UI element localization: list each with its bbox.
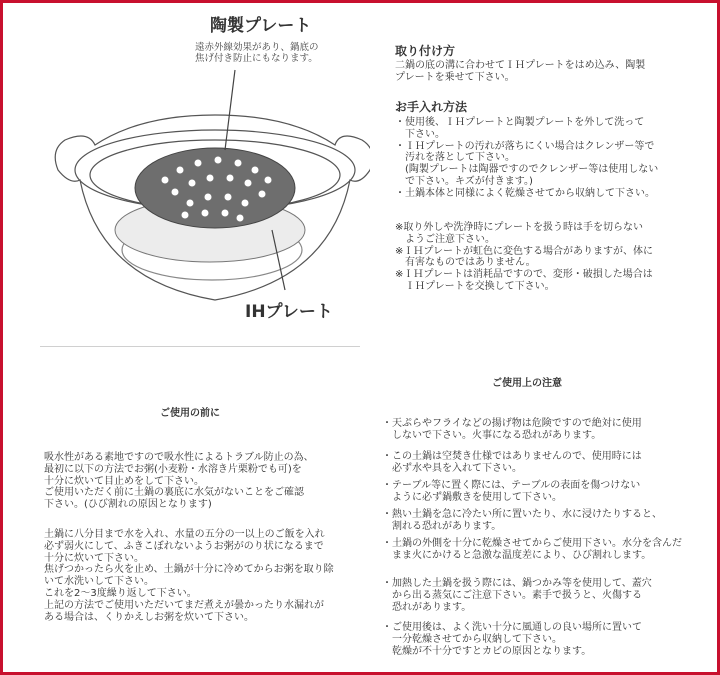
care-heading: お手入れ方法 <box>395 100 468 114</box>
caution-item: ・加熱した土鍋を扱う際には、鍋つかみ等を使用して、蓋穴 から出る蒸気にご注意下さい。素手で扱うと、火傷する 恐れがあります。 <box>382 578 652 613</box>
ih-plate-label: IHプレート <box>245 302 333 322</box>
ceramic-plate-label: 陶製プレート <box>210 16 312 36</box>
cautions-heading: ご使用上の注意 <box>492 378 562 389</box>
before-use-para-1: 吸水性がある素地ですので吸水性によるトラブル防止の為、 最初に以下の方法でお粥(小麦粉・水溶き片栗粉でも可)を 十分に炊いて目止めをして下さい。 ご使用いただく前に土鍋の裏底に水気がないことをご確認 下さい。(ひび割れの原因となります) <box>44 452 314 511</box>
caution-item: ・ご使用後は、よく洗い十分に風通しの良い場所に置いて 一分乾燥させてから収納して下さい。 乾燥が不十分ですとカビの原因となります。 <box>382 622 642 657</box>
caution-item: ・テーブル等に置く際には、テーブルの表面を傷つけない ように必ず鍋敷きを使用して下さい。 <box>382 480 641 503</box>
install-heading: 取り付け方 <box>395 44 456 58</box>
care-notes: ※取り外しや洗浄時にプレートを扱う時は手を切らない ようご注意下さい。 ※ＩＨプレートが虹色に変色する場合がありますが、体に 有害なものではありません。 ※ＩＨプレートは消耗品ですので、変形・破損した場合は ＩＨプレートを交換して下さい。 <box>395 222 653 292</box>
leader-line-ceramic <box>225 70 235 150</box>
before-use-para-2: 土鍋に八分目まで水を入れ、水量の五分の一以上のご飯を入れ 必ず弱火にして、ふきこぼれないようお粥がのり状になるまで 十分に炊いて下さい。 焦げつかったら火を止め、土鍋が十分に冷めてからお粥を取り除 いて水洗いして下さい。 これを2～3度繰り返して下さい。 上記の方法でご使用いただいてまだ煮えが曇かったり水漏れが ある場合は、くりかえしお粥を炊いて下さい。 <box>44 529 334 623</box>
caution-item: ・この土鍋は空焚き仕様ではありませんので、使用時には 必ず水や具を入れて下さい。 <box>382 451 642 474</box>
caution-item: ・天ぷらやフライなどの揚げ物は危険ですので絶対に使用 しないで下さい。火事になる恐れがあります。 <box>382 418 642 441</box>
ceramic-plate-caption: 遠赤外線効果があり、鍋底の 焦げ付き防止にもなります。 <box>195 42 319 65</box>
caution-item: ・土鍋の外側を十分に乾燥させてからご使用下さい。水分を含んだ まま火にかけると急激な温度差により、ひび割れします。 <box>382 538 682 561</box>
care-body: ・使用後、ＩＨプレートと陶製プレートを外して洗って 下さい。 ・ＩＨプレートの汚れが落ちにくい場合はクレンザー等で 汚れを落として下さい。 (陶製プレートは陶器ですのでクレンザー等は使用しない で下さい。キズが付きます。) ・土鍋本体と同様によく乾燥させてから収納して下さい。 <box>395 117 659 199</box>
separator-line <box>40 346 360 347</box>
caution-item: ・熱い土鍋を急に冷たい所に置いたり、水に浸けたりすると、 割れる恐れがあります。 <box>382 509 662 532</box>
install-body: 二鍋の底の溝に合わせてＩＨプレートをはめ込み、陶製 プレートを乗せて下さい。 <box>395 60 646 83</box>
ceramic-plate <box>135 148 295 228</box>
before-use-heading: ご使用の前に <box>160 408 220 419</box>
